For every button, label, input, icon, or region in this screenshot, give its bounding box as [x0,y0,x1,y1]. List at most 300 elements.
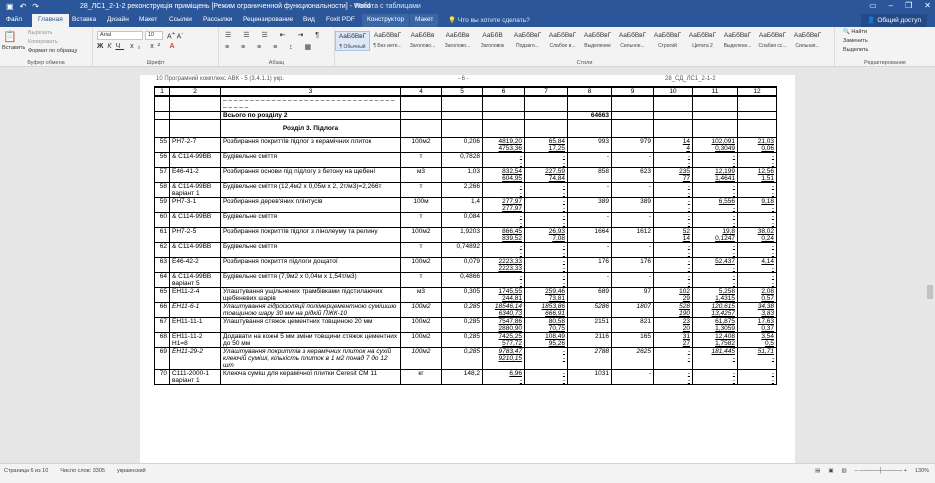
table-cell[interactable]: 100м2 [401,318,442,333]
table-cell[interactable] [693,112,738,120]
table-cell[interactable]: 0,285 [442,348,483,370]
tab-insert[interactable]: Вставка [72,16,97,23]
table-cell[interactable]: 19,8 0,1247 [693,228,738,243]
table-cell[interactable]: 1,4 [442,198,483,213]
table-cell[interactable]: 64663 [568,112,612,120]
table-cell[interactable]: 0,285 [442,318,483,333]
table-cell[interactable]: - - [483,183,525,198]
table-cell[interactable]: 858 [568,168,612,183]
vertical-scrollbar[interactable] [925,75,935,463]
table-cell[interactable]: Розбирання покриттів підлог з лінолеуму та релину [221,228,401,243]
table-cell[interactable] [612,112,654,120]
ribbon-options-icon[interactable]: ▭ [869,1,877,10]
tell-me-search[interactable]: 💡 Что вы хотите сделать? [448,17,530,24]
format-painter-button[interactable]: Формат по образцу [28,48,78,54]
restore-icon[interactable]: ❐ [905,1,913,10]
table-cell[interactable] [401,120,442,138]
table-cell[interactable]: 100м2 [401,138,442,153]
table-cell[interactable]: - - [654,273,693,288]
style-item[interactable] [790,31,825,51]
table-cell[interactable]: 2,08 0,57 [738,288,777,303]
table-cell[interactable]: 4 [401,87,442,96]
table-cell[interactable]: Будівельне сміття [221,153,401,168]
table-cell[interactable]: 69 [155,348,170,370]
table-cell[interactable]: 56 [155,153,170,168]
table-cell[interactable]: Додавати на кожні 5 мм зміни товщини стяжок цементних до 50 мм [221,333,401,348]
table-cell[interactable]: - - [654,183,693,198]
table-cell[interactable]: 165 [612,333,654,348]
table-cell[interactable]: - - [693,243,738,258]
table-cell[interactable] [654,120,693,138]
table-cell[interactable]: Улаштування стяжок цементних товщиною 20 мм [221,318,401,333]
table-cell[interactable]: м3 [401,288,442,303]
table-cell[interactable]: 26,93 7,08 [525,228,568,243]
table-cell[interactable]: 61 [155,228,170,243]
style-item[interactable] [580,31,615,51]
tab-design[interactable]: Дизайн [107,16,129,23]
table-cell[interactable] [442,120,483,138]
table-cell[interactable]: 1807 [612,303,654,318]
table-cell[interactable]: т [401,213,442,228]
table-cell[interactable]: С111-2000-1 варіант 1 [170,370,221,385]
document-page[interactable] [140,75,795,463]
paste-button[interactable]: Вставить [2,45,26,51]
table-cell[interactable] [401,96,442,112]
table-cell[interactable] [654,96,693,112]
table-cell[interactable]: 979 [612,138,654,153]
tab-file[interactable]: Файл [6,16,22,23]
style-item[interactable] [440,31,475,51]
tab-references[interactable]: Ссылки [169,16,192,23]
table-cell[interactable]: - - [654,153,693,168]
table-cell[interactable]: Е46-42-2 [170,258,221,273]
table-cell[interactable]: - [612,370,654,385]
table-cell[interactable]: 4819,20 4753,36 [483,138,525,153]
table-cell[interactable]: 97 [612,288,654,303]
table-cell[interactable]: 181,445 - [693,348,738,370]
table-cell[interactable]: 58 [155,183,170,198]
table-cell[interactable]: 31 27 [654,333,693,348]
tab-view[interactable]: Вид [303,16,315,23]
table-cell[interactable] [738,96,777,112]
table-cell[interactable]: & С114-99ВВ [170,153,221,168]
read-mode-icon[interactable]: ▤ [815,468,821,474]
tab-home[interactable]: Главная [32,14,69,27]
find-button[interactable]: 🔍 Найти [843,29,868,35]
table-cell[interactable]: 9 [612,87,654,96]
table-cell[interactable]: 38,02 0,24 [738,228,777,243]
table-cell[interactable]: ЕН11-29-2 [170,348,221,370]
table-cell[interactable]: - - [738,243,777,258]
table-cell[interactable]: 11 [693,87,738,96]
zoom-level[interactable]: 130% [914,468,929,474]
table-cell[interactable] [401,112,442,120]
table-cell[interactable]: 1745,55 244,81 [483,288,525,303]
table-cell[interactable]: Улаштування ущільнених трамбівками підстилаючих щебеневих шарів [221,288,401,303]
table-cell[interactable]: 7547,86 2880,90 [483,318,525,333]
table-cell[interactable]: т [401,243,442,258]
table-cell[interactable]: - - [483,153,525,168]
cut-button[interactable]: Вырезать [28,30,53,36]
table-cell[interactable]: 70 [155,370,170,385]
undo-icon[interactable]: ↶ [19,2,27,11]
table-cell[interactable]: РН7-3-1 [170,198,221,213]
table-cell[interactable]: Будівельне сміття (7,9м2 х 0,04м х 1,54т/м3) [221,273,401,288]
table-cell[interactable]: 1,9203 [442,228,483,243]
table-cell[interactable]: 528 190 [654,303,693,318]
table-cell[interactable]: 5286 [568,303,612,318]
page-count[interactable]: Страница 6 из 10 [4,468,49,474]
table-cell[interactable]: 108,49 95,26 [525,333,568,348]
table-cell[interactable]: ЕН11-11-1 [170,318,221,333]
table-cell[interactable]: 0,4866 [442,273,483,288]
table-cell[interactable] [170,96,221,112]
tab-foxit[interactable]: Foxit PDF [326,16,355,23]
style-item[interactable] [510,31,545,51]
table-cell[interactable]: 6,556 - [693,198,738,213]
table-cell[interactable]: 12,408 1,7582 [693,333,738,348]
table-cell[interactable]: 12 [738,87,777,96]
table-cell[interactable]: - [568,183,612,198]
table-cell[interactable]: - - [738,273,777,288]
word-count[interactable]: Число слов: 3305 [60,468,105,474]
table-cell[interactable]: 7 [525,87,568,96]
font-name-select[interactable]: Arial [97,31,143,40]
table-cell[interactable]: м3 [401,168,442,183]
table-cell[interactable]: 623 [612,168,654,183]
table-cell[interactable]: Будівельне сміття (12,4м2 х 0,05м х 2, 2т/м3)=2,266т [221,183,401,198]
table-cell[interactable]: 34,38 3,83 [738,303,777,318]
table-cell[interactable]: - - [738,370,777,385]
table-cell[interactable]: 100м2 [401,333,442,348]
table-cell[interactable]: - - [738,153,777,168]
table-cell[interactable] [170,120,221,138]
minimize-icon[interactable]: – [888,1,894,10]
table-cell[interactable]: 61,875 1,3059 [693,318,738,333]
replace-button[interactable]: Заменить [843,38,868,44]
table-cell[interactable]: - - [693,370,738,385]
table-cell[interactable] [654,112,693,120]
table-cell[interactable]: 52 14 [654,228,693,243]
table-cell[interactable]: 176 [568,258,612,273]
table-cell[interactable]: - - [525,213,568,228]
table-cell[interactable]: 68 [155,333,170,348]
table-cell[interactable] [155,120,170,138]
table-cell[interactable]: 235 77 [654,168,693,183]
table-cell[interactable]: - - [525,348,568,370]
table-cell[interactable] [483,96,525,112]
table-cell[interactable]: 64 [155,273,170,288]
table-cell[interactable]: - [568,153,612,168]
tab-layout[interactable]: Макет [139,16,158,23]
table-cell[interactable]: - - [654,258,693,273]
table-cell[interactable]: - - [525,198,568,213]
table-cell[interactable]: 2116 [568,333,612,348]
table-cell[interactable]: 1853,86 666,91 [525,303,568,318]
table-cell[interactable]: - - [738,183,777,198]
table-cell[interactable]: - - [654,198,693,213]
table-cell[interactable] [738,112,777,120]
table-cell[interactable]: 389 [612,198,654,213]
table-cell[interactable] [525,112,568,120]
table-cell[interactable]: т [401,153,442,168]
table-cell[interactable]: 7425,25 577,72 [483,333,525,348]
table-cell[interactable]: - - [525,243,568,258]
table-cell[interactable]: РН7-2-5 [170,228,221,243]
table-cell[interactable]: 100м2 [401,348,442,370]
style-item[interactable] [475,31,510,51]
table-cell[interactable]: - - [483,243,525,258]
table-cell[interactable]: Розбирання основи під підлогу з бетону на щебені [221,168,401,183]
table-cell[interactable]: 1031 [568,370,612,385]
style-item[interactable] [545,31,580,51]
table-cell[interactable]: 2 [170,87,221,96]
table-cell[interactable]: - - [654,213,693,228]
table-cell[interactable]: - [612,243,654,258]
table-cell[interactable]: - [612,183,654,198]
table-cell[interactable]: 12,199 1,4641 [693,168,738,183]
table-cell[interactable]: Будівельне сміття [221,243,401,258]
table-cell[interactable] [442,96,483,112]
table-cell[interactable]: – – – – – – – – – – – – – – – – – – – – – – – – – – – – – – – – – – – – – [221,96,401,112]
table-cell[interactable]: 277,97 277,97 [483,198,525,213]
table-cell[interactable]: кг [401,370,442,385]
scroll-thumb[interactable] [927,285,933,299]
table-cell[interactable]: 259,46 73,81 [525,288,568,303]
table-cell[interactable]: 0,079 [442,258,483,273]
table-cell[interactable]: 689 [568,288,612,303]
table-cell[interactable]: 17,63 0,37 [738,318,777,333]
web-layout-icon[interactable]: ▥ [841,468,847,474]
table-cell[interactable]: 821 [612,318,654,333]
table-cell[interactable]: 8 [568,87,612,96]
table-cell[interactable]: ЕН11-11-2 Н1=8 [170,333,221,348]
table-cell[interactable]: ЕН11-2-4 [170,288,221,303]
table-cell[interactable]: - - [738,213,777,228]
table-cell[interactable]: 100м2 [401,303,442,318]
table-cell[interactable]: 62 [155,243,170,258]
table-cell[interactable]: 4,14 - [738,258,777,273]
style-item[interactable] [650,31,685,51]
table-cell[interactable]: - - [693,153,738,168]
table-cell[interactable]: - - [483,213,525,228]
table-cell[interactable]: 21,03 0,06 [738,138,777,153]
table-cell[interactable] [525,96,568,112]
tab-table-design[interactable]: Конструктор [362,14,409,27]
table-cell[interactable]: 18546,14 6340,73 [483,303,525,318]
save-icon[interactable]: ▣ [6,2,14,11]
table-cell[interactable]: 0,285 [442,333,483,348]
table-cell[interactable]: т [401,183,442,198]
align-buttons[interactable]: ≡ ≡ ≡ ≡ ↕ ▦ [225,44,317,51]
table-cell[interactable]: 0,084 [442,213,483,228]
table-cell[interactable]: - - [654,243,693,258]
table-cell[interactable]: 63 [155,258,170,273]
table-cell[interactable] [612,96,654,112]
table-cell[interactable]: 2625 [612,348,654,370]
table-cell[interactable] [738,120,777,138]
table-cell[interactable]: - - [483,273,525,288]
table-cell[interactable]: - [612,153,654,168]
table-cell[interactable]: 3 [221,87,401,96]
table-cell[interactable]: Розділ 3. Підлога [221,120,401,138]
share-button[interactable]: 👤 Общий доступ [861,14,927,27]
list-buttons[interactable]: ☰ ☰ ☰ ⇤ ⇥ ¶ [225,32,325,39]
table-cell[interactable]: 1 [155,87,170,96]
table-cell[interactable]: 2151 [568,318,612,333]
table-cell[interactable] [568,96,612,112]
table-cell[interactable]: 51,71 - [738,348,777,370]
table-cell[interactable]: 100м2 [401,258,442,273]
font-size-select[interactable]: 10 [145,31,163,40]
table-cell[interactable]: 0,74892 [442,243,483,258]
table-cell[interactable]: Розбирання дерев'яних плінтусів [221,198,401,213]
table-cell[interactable]: - [568,273,612,288]
table-cell[interactable]: 100м [401,198,442,213]
table-cell[interactable]: 66 [155,303,170,318]
table-cell[interactable]: 3,54 0,5 [738,333,777,348]
table-cell[interactable]: 55 [155,138,170,153]
table-cell[interactable]: 14 4 [654,138,693,153]
table-cell[interactable]: & С114-99ВВ [170,243,221,258]
font-format-buttons[interactable]: ЖКЧ x₂ x² A [97,43,179,50]
table-cell[interactable]: 60 [155,213,170,228]
table-cell[interactable]: 176 [612,258,654,273]
table-cell[interactable] [442,112,483,120]
table-cell[interactable]: - - [693,273,738,288]
table-cell[interactable]: ЕН11-6-1 [170,303,221,318]
table-cell[interactable] [483,120,525,138]
table-cell[interactable]: 80,58 70,75 [525,318,568,333]
table-cell[interactable]: - - [654,370,693,385]
table-cell[interactable]: 57 [155,168,170,183]
table-cell[interactable]: Розбирання покриттів підлог з керамічних плиток [221,138,401,153]
table-cell[interactable]: 2788 [568,348,612,370]
redo-icon[interactable]: ↷ [32,2,39,11]
table-cell[interactable]: 59 [155,198,170,213]
table-cell[interactable]: 102 29 [654,288,693,303]
table-cell[interactable]: т [401,273,442,288]
table-cell[interactable]: 5 [442,87,483,96]
table-cell[interactable] [483,112,525,120]
table-cell[interactable]: 2,266 [442,183,483,198]
select-button[interactable]: Выделить [843,47,869,53]
copy-button[interactable]: Копировать [28,39,58,45]
table-cell[interactable]: 10 [654,87,693,96]
style-item[interactable] [405,31,440,51]
table-cell[interactable]: 9783,47 9210,15 [483,348,525,370]
table-cell[interactable]: 866,45 839,52 [483,228,525,243]
table-cell[interactable]: - - [654,348,693,370]
table-cell[interactable]: Улаштування гідроізоляції полімерцементною сумішшю товщиною шару 30 мм на рідкій ПЖК-10 [221,303,401,318]
table-cell[interactable]: 1612 [612,228,654,243]
table-cell[interactable]: 0,305 [442,288,483,303]
table-cell[interactable]: & С114-99ВВ [170,213,221,228]
table-cell[interactable]: - - [525,153,568,168]
style-item[interactable] [615,31,650,51]
paste-icon[interactable]: 📋 [3,31,17,43]
table-cell[interactable]: - - [525,273,568,288]
table-cell[interactable]: 9,18 - [738,198,777,213]
table-cell[interactable]: Будівельне сміття [221,213,401,228]
table-cell[interactable]: Е46-41-2 [170,168,221,183]
table-cell[interactable]: 65 [155,288,170,303]
table-cell[interactable] [170,112,221,120]
table-cell[interactable]: 2223,33 2223,33 [483,258,525,273]
table-cell[interactable]: - - [525,370,568,385]
table-cell[interactable]: 6,96 - [483,370,525,385]
table-cell[interactable]: Улаштування покриттів з керамічних плиток на сухій клеючій суміші, кількість плиток в 1 м2 понад 7 до 12 шт [221,348,401,370]
table-cell[interactable]: - [568,243,612,258]
table-cell[interactable] [693,96,738,112]
table-cell[interactable]: 6 [483,87,525,96]
table-cell[interactable]: Клеюча суміш для керамічної плитки Ceresit CM 11 [221,370,401,385]
zoom-slider[interactable]: – ─────┼───── + [854,468,907,474]
style-item[interactable] [720,31,755,51]
language[interactable]: украинский [116,468,146,474]
style-item[interactable] [755,31,790,51]
table-cell[interactable]: 993 [568,138,612,153]
style-item[interactable] [685,31,720,51]
table-cell[interactable]: 0,206 [442,138,483,153]
table-cell[interactable]: 100м2 [401,228,442,243]
style-item[interactable] [370,31,405,51]
table-cell[interactable] [155,112,170,120]
table-cell[interactable]: 227,59 74,84 [525,168,568,183]
table-cell[interactable]: 5,258 1,4315 [693,288,738,303]
table-cell[interactable]: 148,2 [442,370,483,385]
table-cell[interactable] [568,120,612,138]
table-cell[interactable]: & С114-99ВВ варіант 1 [170,183,221,198]
table-cell[interactable]: 389 [568,198,612,213]
table-cell[interactable]: 102,091 0,3049 [693,138,738,153]
style-item[interactable] [335,31,370,51]
table-cell[interactable] [693,120,738,138]
table-cell[interactable]: 0,7828 [442,153,483,168]
table-cell[interactable]: 0,285 [442,303,483,318]
table-cell[interactable]: 120,615 13,4257 [693,303,738,318]
tab-review[interactable]: Рецензирование [243,16,294,23]
table-cell[interactable]: - [568,213,612,228]
table-cell[interactable] [525,120,568,138]
table-cell[interactable] [155,96,170,112]
table-cell[interactable]: Розбирання покриття підлоги дощатої [221,258,401,273]
table-cell[interactable]: - - [525,258,568,273]
table-cell[interactable]: 1,03 [442,168,483,183]
print-layout-icon[interactable]: ▣ [828,468,834,474]
table-cell[interactable] [612,120,654,138]
table-cell[interactable]: 832,54 604,95 [483,168,525,183]
table-cell[interactable]: - [612,213,654,228]
table-cell[interactable]: 1664 [568,228,612,243]
table-cell[interactable]: & С114-99ВВ варіант 5 [170,273,221,288]
table-cell[interactable]: - - [693,183,738,198]
table-cell[interactable]: 23 20 [654,318,693,333]
table-cell[interactable]: РН7-2-7 [170,138,221,153]
table-cell[interactable]: Всього по розділу 2 [221,112,401,120]
table-cell[interactable]: - - [693,213,738,228]
table-cell[interactable]: 52,437 - [693,258,738,273]
table-cell[interactable]: - [612,273,654,288]
table-cell[interactable]: 65,84 17,25 [525,138,568,153]
close-icon[interactable]: ✕ [924,1,931,10]
table-cell[interactable]: 67 [155,318,170,333]
table-cell[interactable]: 12,56 1,51 [738,168,777,183]
estimate-table[interactable] [154,86,777,385]
table-cell[interactable]: - - [525,183,568,198]
tab-mailings[interactable]: Рассылки [203,16,233,23]
tab-table-layout[interactable]: Макет [410,14,438,27]
